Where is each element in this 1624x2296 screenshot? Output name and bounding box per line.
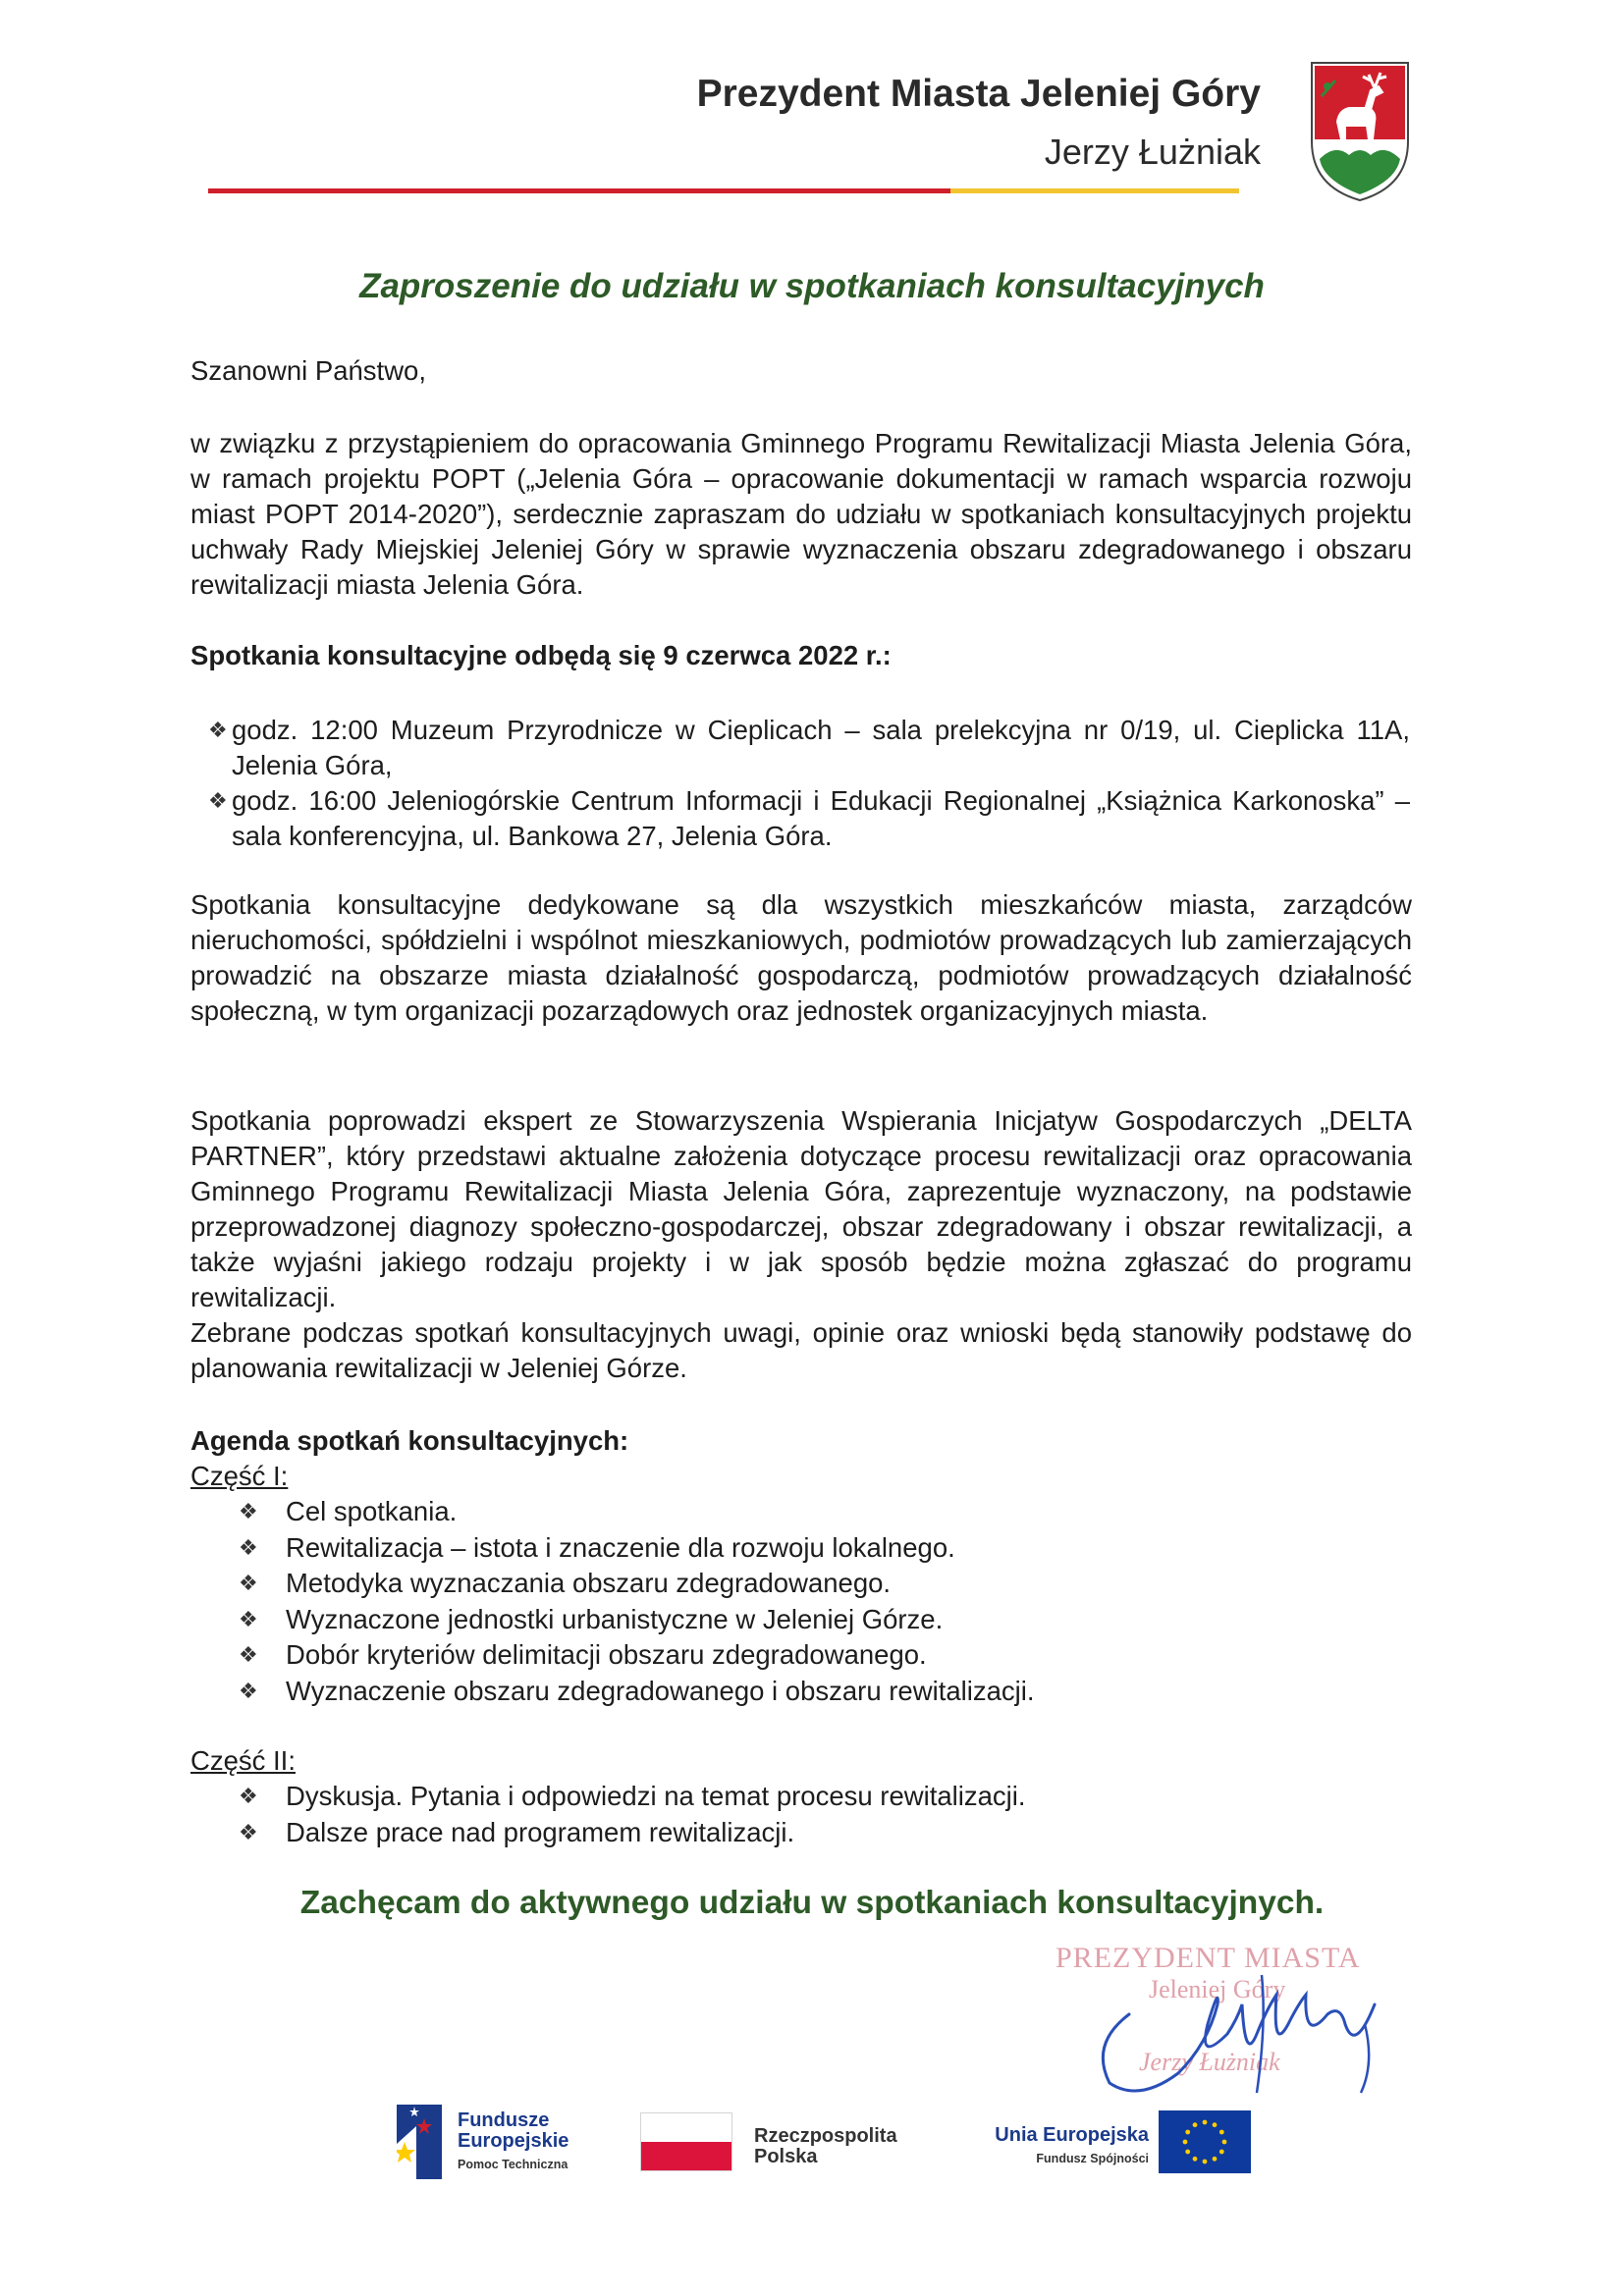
- eu-star: [1185, 2130, 1190, 2135]
- eu-star: [1203, 2120, 1208, 2125]
- header-title: Prezydent Miasta Jeleniej Góry: [696, 73, 1261, 115]
- fundusze-europejskie-logo: [397, 2105, 593, 2183]
- eu-star: [1183, 2140, 1188, 2145]
- pl-label-1: Rzeczpospolita: [754, 2125, 897, 2147]
- bullet-icon: ❖: [239, 1784, 258, 1808]
- location-text: godz. 12:00 Muzeum Przyrodnicze w Cieplicach – sala prelekcyjna nr 0/19, ul. Cieplicka 11A, Jelenia Góra,: [232, 715, 1410, 780]
- crest-icon: [1306, 57, 1414, 204]
- location-item: [208, 783, 1410, 854]
- paragraph-feedback: Zebrane podczas spotkań konsultacyjnych uwagi, opinie oraz wnioski będą stanowiły podstawę do planowania rewitalizacji w Jeleniej Górze.: [190, 1317, 1412, 1383]
- location-item: [208, 713, 1410, 783]
- bullet-icon: ❖: [239, 1819, 258, 1844]
- bullet-icon: ❖: [239, 1499, 258, 1523]
- agenda-part-1-label: Część I:: [190, 1461, 289, 1491]
- agenda-part-1-list: [239, 1494, 1035, 1709]
- eu-star: [1185, 2150, 1190, 2155]
- agenda-item: ❖ Wyznaczenie obszaru zdegradowanego i obszaru rewitalizacji.: [239, 1674, 1035, 1710]
- agenda-item: ❖ Rewitalizacja – istota i znaczenie dla rozwoju lokalnego.: [239, 1530, 1035, 1567]
- eu-star: [1219, 2130, 1224, 2135]
- fundusze-europejskie-icon: [397, 2105, 442, 2179]
- paragraph-expert: Spotkania poprowadzi ekspert ze Stowarzyszenia Wspierania Inicjatyw Gospodarczych „DELTA PARTNER”, który przedstawi aktualne założenia dotyczące procesu rewitalizacji oraz opracowania Gminnego Programu Rewitalizacji Miasta Jelenia Góra, zaprezentuje wyznaczony, na podstawie przeprowadzonej diagnozy społeczno-gospodarczej, obszar zdegradowany i obszar rewitalizacji, a także wyjaśni jakiego rodzaju projekty i w jak sposób będzie można zgłaszać do programu rewitalizacji.: [190, 1105, 1412, 1312]
- bullet-icon: ❖: [239, 1606, 258, 1631]
- eu-star: [1219, 2150, 1224, 2155]
- bullet-icon: ❖: [208, 788, 228, 813]
- meetings-heading: Spotkania konsultacyjne odbędą się 9 czerwca 2022 r.:: [190, 640, 892, 670]
- agenda-item: ❖ Metodyka wyznaczania obszaru zdegradowanego.: [239, 1566, 1035, 1602]
- bullet-icon: ❖: [208, 718, 228, 742]
- agenda-item: ❖ Dobór kryteriów delimitacji obszaru zdegradowanego.: [239, 1637, 1035, 1674]
- bullet-icon: ❖: [239, 1678, 258, 1703]
- agenda-item: ❖ Wyznaczone jednostki urbanistyczne w Jeleniej Górze.: [239, 1602, 1035, 1638]
- eu-star: [1222, 2140, 1227, 2145]
- eu-star: [1193, 2157, 1198, 2162]
- agenda-part-2-label: Część II:: [190, 1745, 296, 1776]
- closing-line: Zachęcam do aktywnego udziału w spotkaniach konsultacyjnych.: [299, 1885, 1325, 1921]
- eu-star: [1193, 2122, 1198, 2127]
- eu-flag-icon: [1159, 2110, 1251, 2173]
- eu-label-2: Fundusz Spójności: [1036, 2152, 1149, 2165]
- paragraph-audience: Spotkania konsultacyjne dedykowane są dla wszystkich mieszkańców miasta, zarządców nieruchomości, spółdzielni i wspólnot mieszkaniowych, podmiotów prowadzących lub zamierzających prowadzić na obszarze miasta działalność gospodarczą, podmiotów prowadzących działalność społeczną, w tym organizacji pozarządowych oraz jednostek organizacyjnych miasta.: [190, 889, 1412, 1026]
- location-text: godz. 16:00 Jeleniogórskie Centrum Informacji i Edukacji Regionalnej „Książnica Karkonoska” – sala konferencyjna, ul. Bankowa 27, Jelenia Góra.: [232, 785, 1410, 851]
- stamp-line-2: Jeleniej Góry: [1149, 1975, 1286, 2003]
- agenda-item: ❖ Dalsze prace nad programem rewitalizacji.: [239, 1815, 1026, 1851]
- agenda-item: ❖ Cel spotkania.: [239, 1494, 1035, 1530]
- eu-star: [1213, 2157, 1218, 2162]
- stamp-line-1: PREZYDENT MIASTA: [1056, 1942, 1361, 1974]
- fe-label-3: Pomoc Techniczna: [458, 2158, 568, 2171]
- agenda-heading: Agenda spotkań konsultacyjnych:: [190, 1425, 629, 1456]
- paragraph-intro: w związku z przystąpieniem do opracowania Gminnego Programu Rewitalizacji Miasta Jelenia Góra, w ramach projektu POPT („Jelenia Góra – opracowanie dokumentacji w ramach wsparcia rozwoju miast POPT 2014-2020”), serdecznie zapraszam do udziału w spotkaniach konsultacyjnych projektu uchwały Rady Miejskiej Jeleniej Góry w sprawie wyznaczenia obszaru zdegradowanego i obszaru rewitalizacji miasta Jelenia Góra.: [190, 428, 1412, 600]
- poland-flag-icon: [640, 2112, 732, 2171]
- agenda-part-2-list: [239, 1779, 1026, 1850]
- bullet-icon: ❖: [239, 1534, 258, 1560]
- eu-star: [1213, 2122, 1218, 2127]
- signature-icon: [1070, 1965, 1404, 2103]
- invitation-title: Zaproszenie do udziału w spotkaniach konsultacyjnych: [359, 267, 1265, 305]
- eu-star: [1203, 2160, 1208, 2164]
- bullet-icon: ❖: [239, 1642, 258, 1667]
- greeting: Szanowni Państwo,: [190, 355, 426, 386]
- bullet-icon: ❖: [239, 1571, 258, 1595]
- header-name: Jerzy Łużniak: [1044, 132, 1261, 172]
- eu-label-1: Unia Europejska: [995, 2124, 1149, 2146]
- header-rule: [208, 188, 1239, 193]
- fe-label-2: Europejskie: [458, 2130, 569, 2152]
- fe-label-1: Fundusze: [458, 2109, 550, 2131]
- agenda-item: ❖ Dyskusja. Pytania i odpowiedzi na temat procesu rewitalizacji.: [239, 1779, 1026, 1815]
- stamp-line-3: Jerzy Łużniak: [1139, 2048, 1280, 2076]
- pl-label-2: Polska: [754, 2146, 818, 2167]
